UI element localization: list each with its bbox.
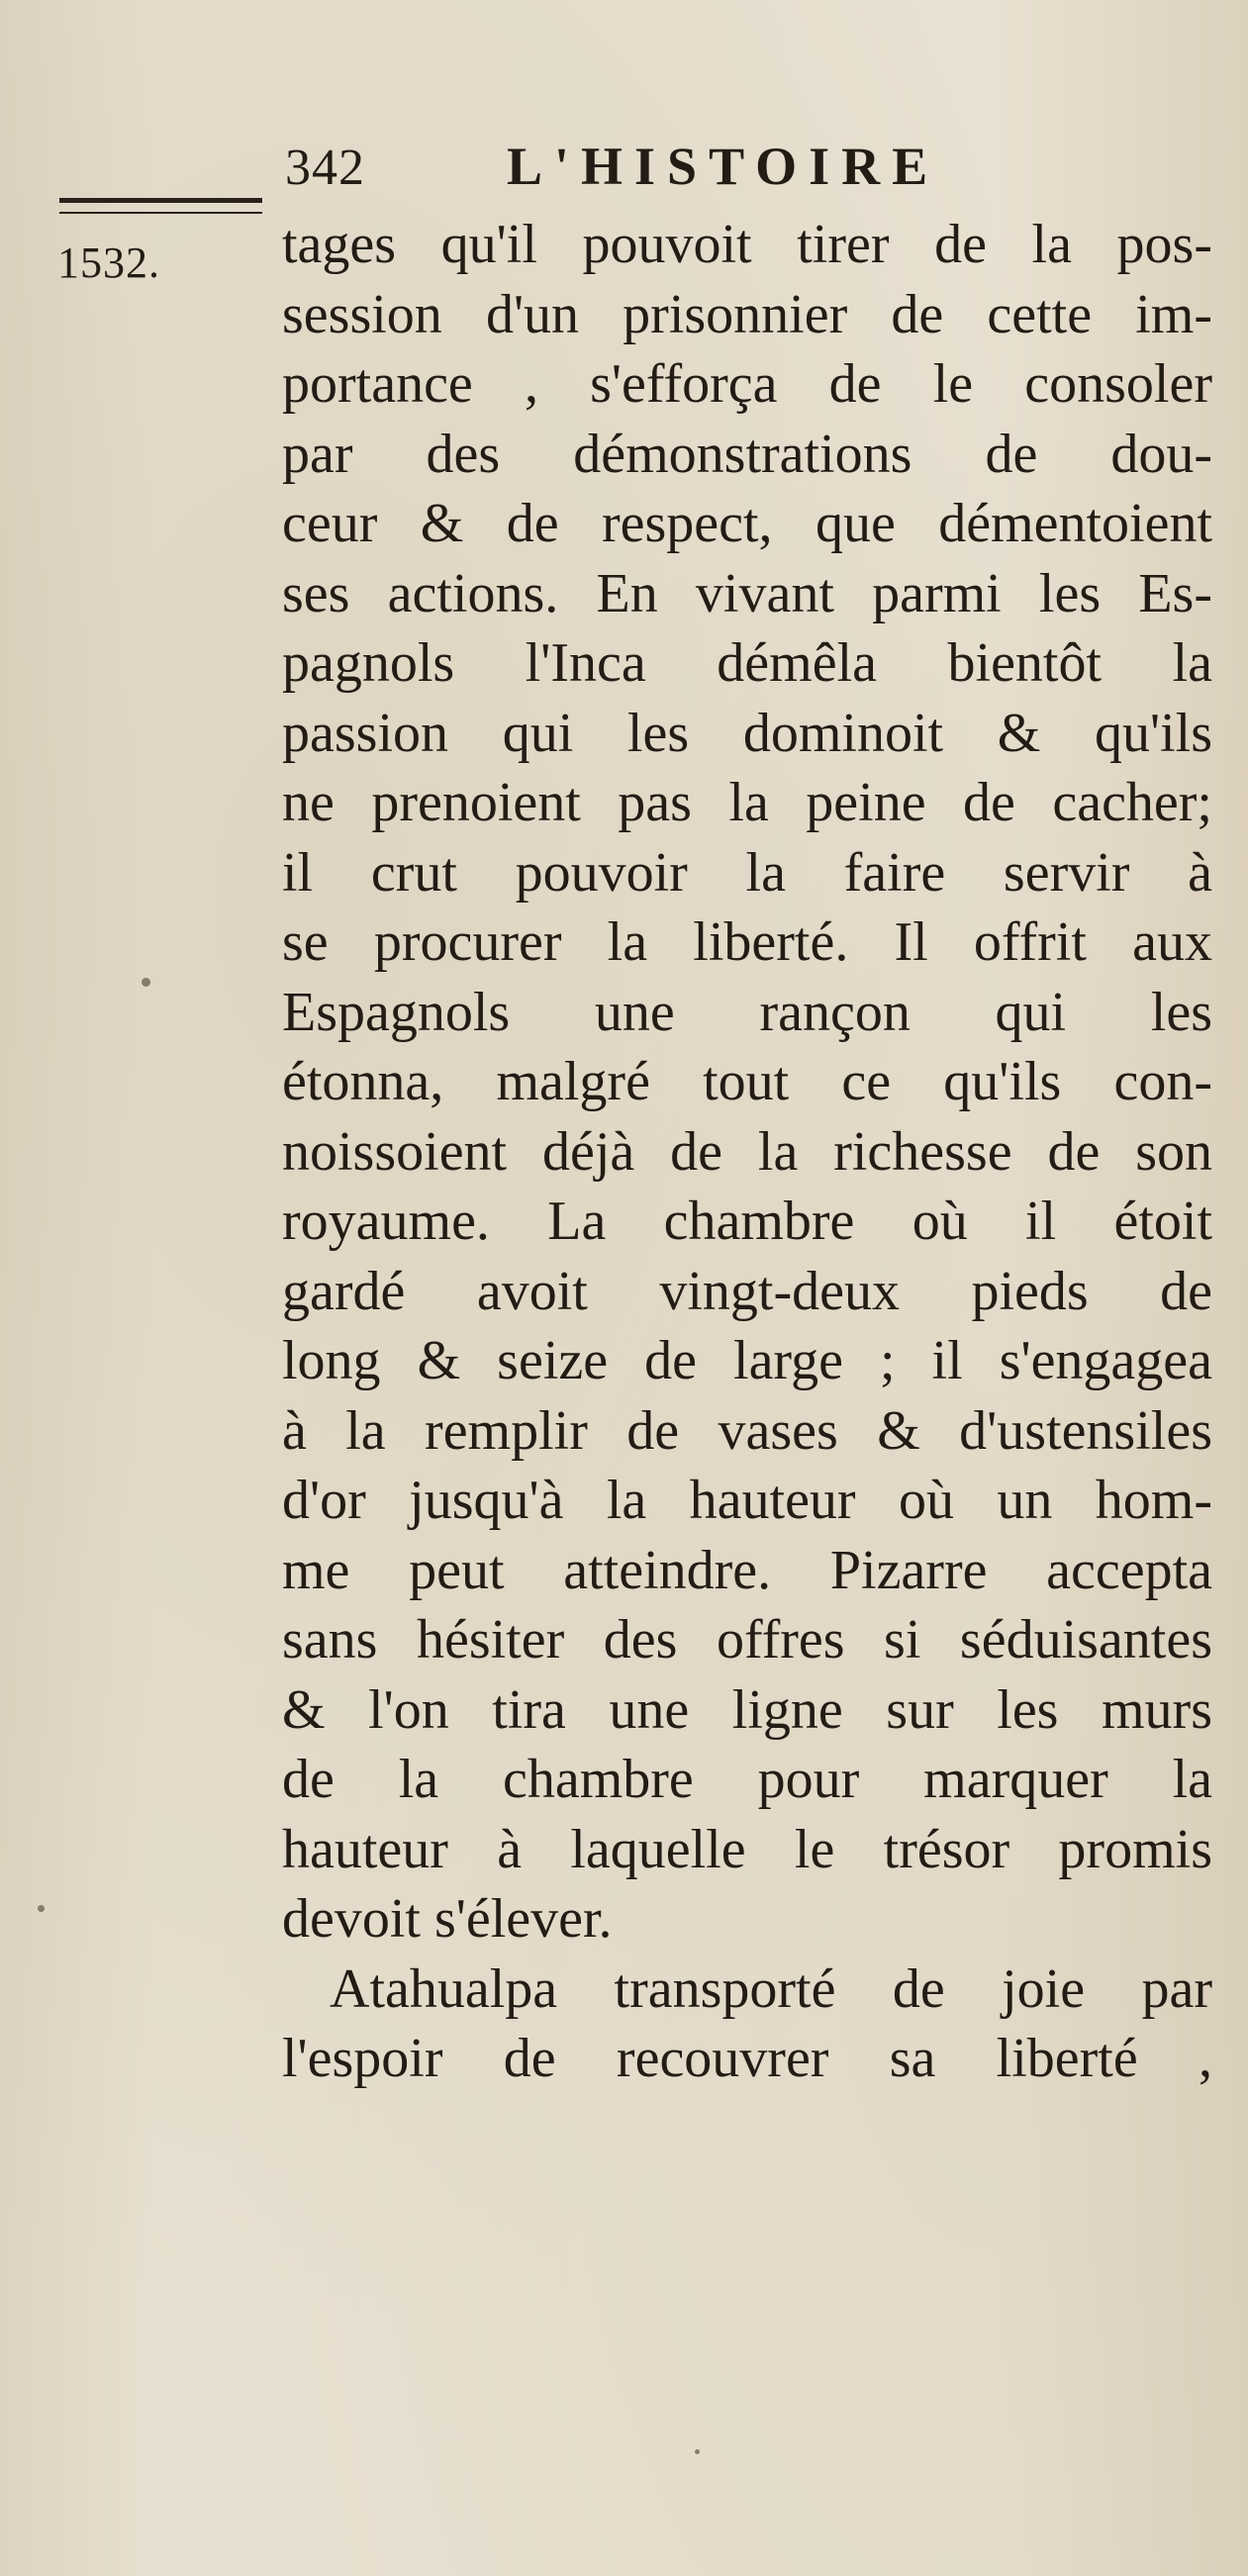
text-line: à la remplir de vases & d'ustensiles xyxy=(282,1399,1212,1462)
text-line: portance , s'efforça de le consoler xyxy=(282,353,1212,415)
text-line: par des démonstrations de dou- xyxy=(282,423,1212,485)
text-line: se procurer la liberté. Il offrit aux xyxy=(282,911,1212,973)
text-line: & l'on tira une ligne sur les murs xyxy=(282,1678,1212,1741)
text-line: ceur & de respect, que démentoient xyxy=(282,493,1212,554)
text-line: royaume. La chambre où il étoit xyxy=(282,1191,1212,1252)
text-line: long & seize de large ; il s'engagea xyxy=(282,1330,1212,1391)
text-line: Atahualpa transporté de joie par xyxy=(330,1957,1212,2020)
margin-year-note: 1532. xyxy=(57,239,160,287)
text-line: de la chambre pour marquer la xyxy=(282,1749,1212,1810)
text-line: gardé avoit vingt-deux pieds de xyxy=(282,1260,1212,1322)
header-rule-thin xyxy=(59,212,262,214)
ink-speck xyxy=(695,2449,700,2454)
page-number: 342 xyxy=(285,140,365,196)
ink-speck xyxy=(142,978,150,987)
body-text xyxy=(282,210,1212,2094)
text-line: d'or jusqu'à la hauteur où un hom- xyxy=(282,1470,1212,1531)
text-line: tages qu'il pouvoit tirer de la pos- xyxy=(282,214,1212,275)
running-head: L'HISTOIRE xyxy=(507,137,940,196)
text-line: ses actions. En vivant parmi les Es- xyxy=(282,562,1212,624)
text-line: sans hésiter des offres si séduisantes xyxy=(282,1609,1212,1670)
text-line: me peut atteindre. Pizarre accepta xyxy=(282,1539,1212,1601)
text-line: il crut pouvoir la faire servir à xyxy=(282,841,1212,904)
text-line: étonna, malgré tout ce qu'ils con- xyxy=(282,1051,1212,1112)
text-line: Espagnols une rançon qui les xyxy=(282,981,1212,1043)
text-line: devoit s'élever. xyxy=(282,1888,613,1950)
text-line: l'espoir de recouvrer sa liberté , xyxy=(282,2028,1212,2089)
ink-speck xyxy=(38,1905,45,1912)
text-line: pagnols l'Inca démêla bientôt la xyxy=(282,632,1212,694)
text-line: session d'un prisonnier de cette im- xyxy=(282,283,1212,345)
text-line: noissoient déjà de la richesse de son xyxy=(282,1120,1212,1183)
text-line: passion qui les dominoit & qu'ils xyxy=(282,702,1212,764)
text-line: ne prenoient pas la peine de cacher; xyxy=(282,772,1212,833)
text-line: hauteur à laquelle le trésor promis xyxy=(282,1818,1212,1880)
page-header xyxy=(285,137,939,198)
header-rule-thick xyxy=(59,198,262,203)
